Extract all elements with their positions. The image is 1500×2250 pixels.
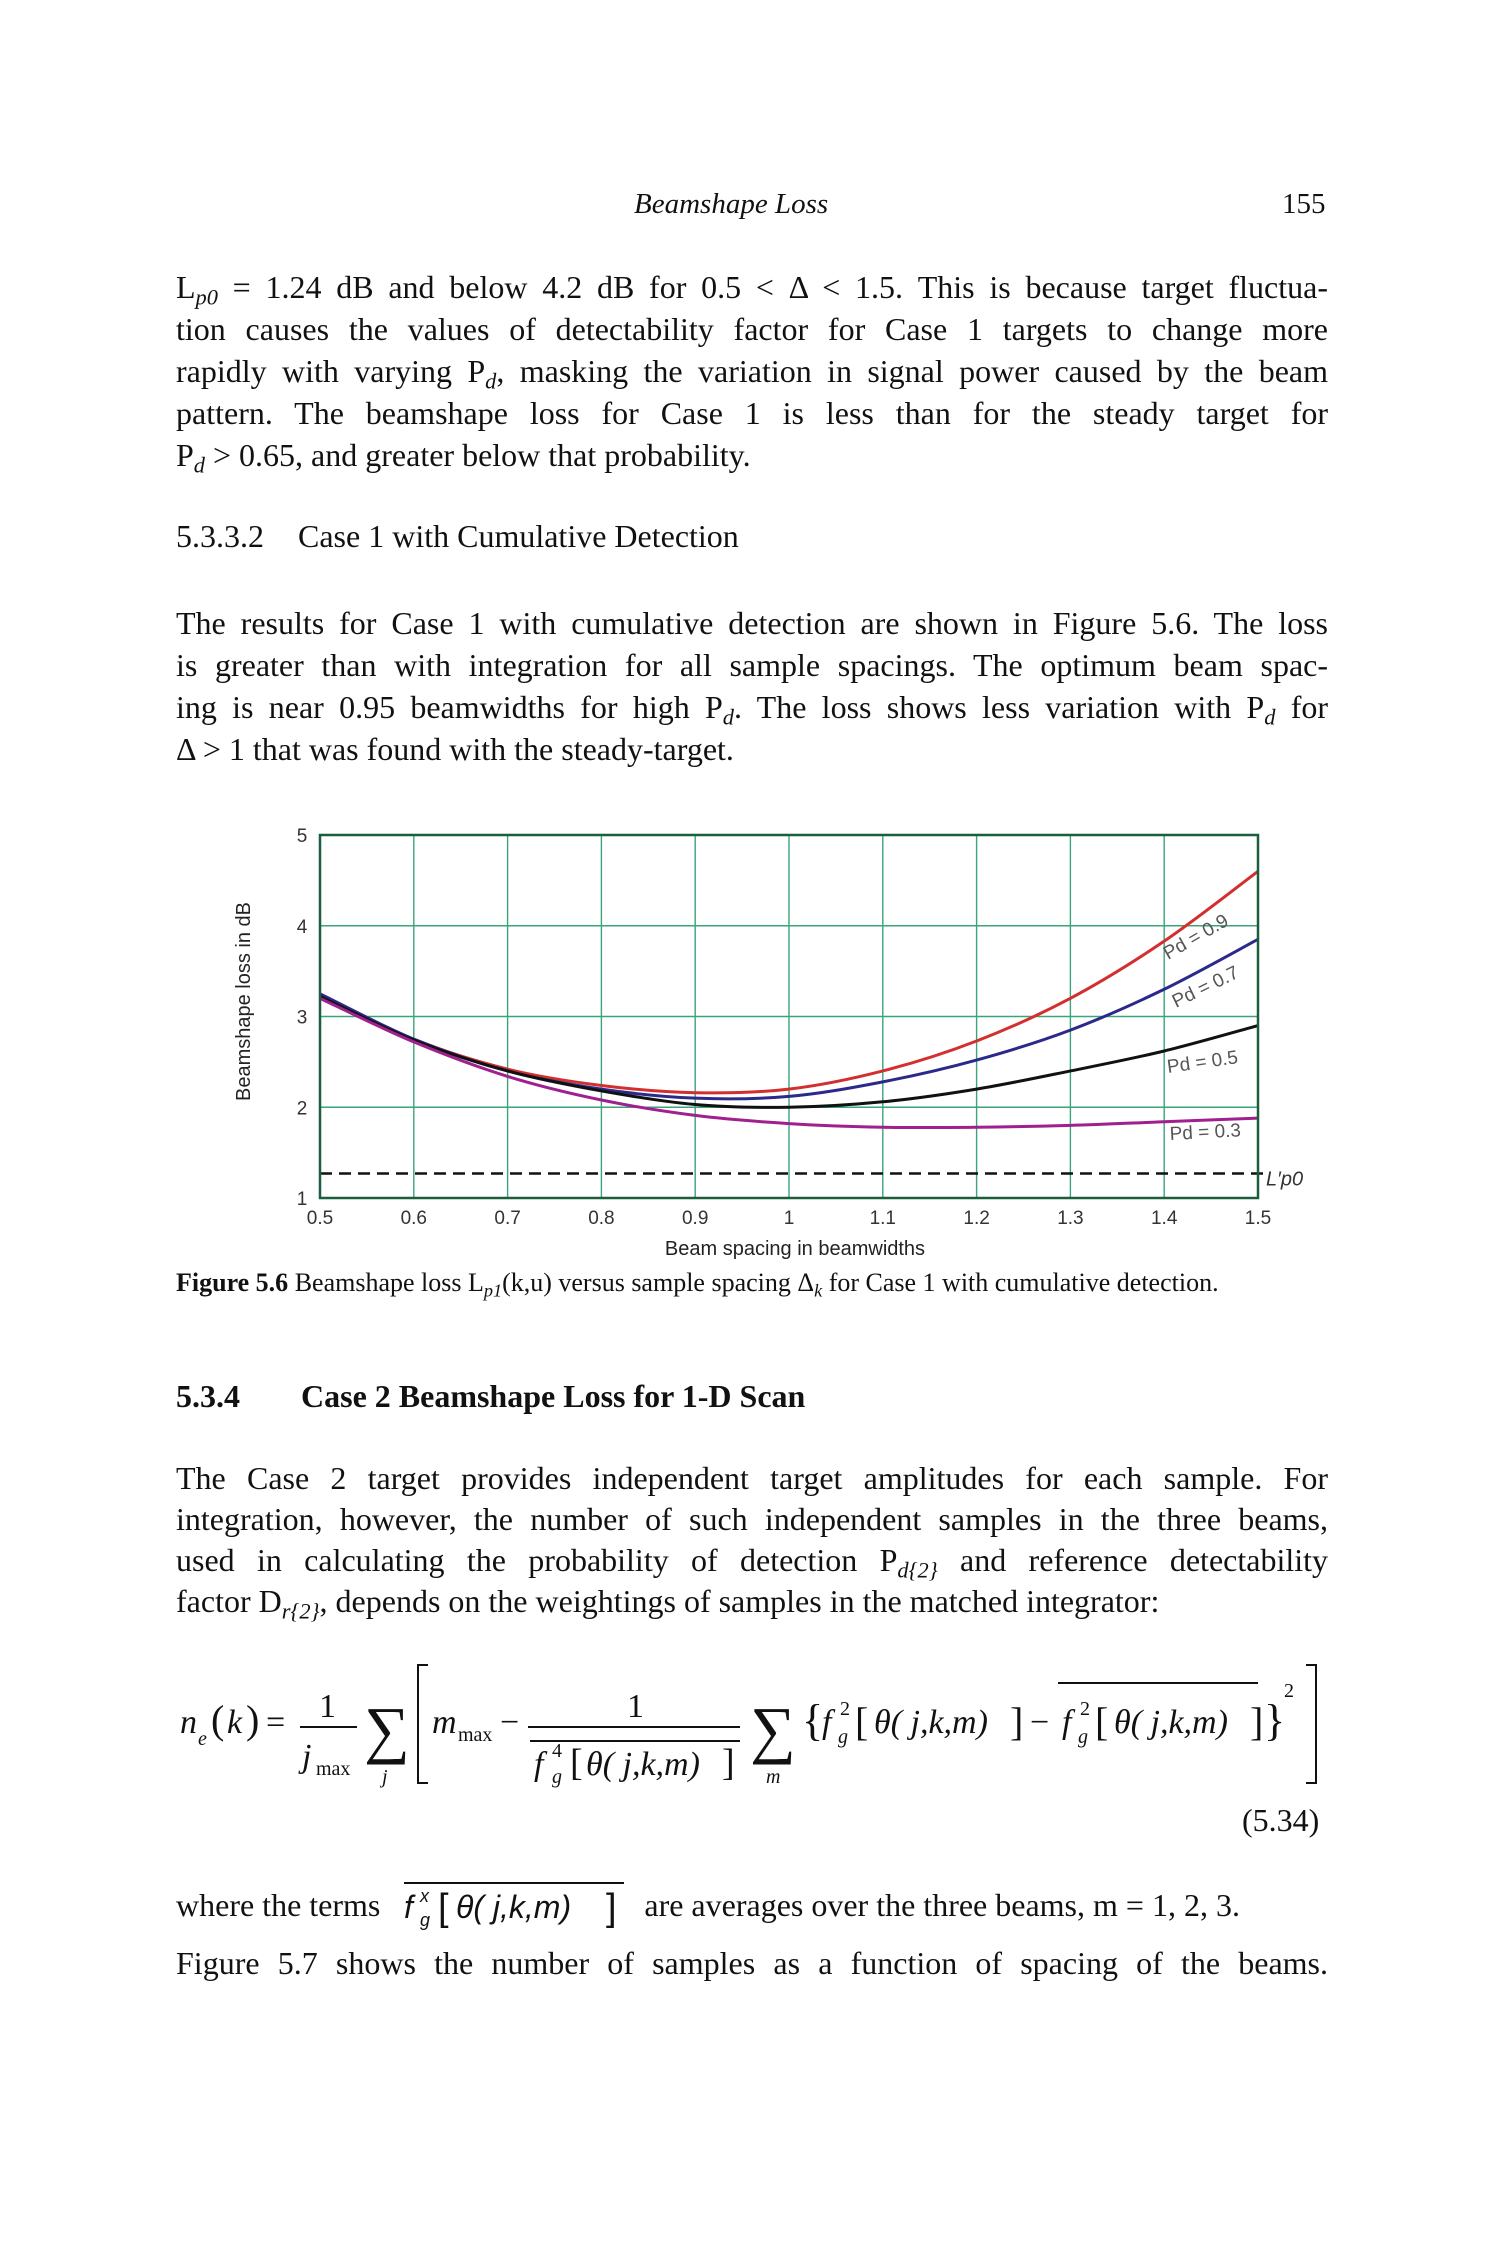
y-axis-label: Beamshape loss in dB bbox=[233, 901, 255, 1102]
term-f: f bbox=[404, 1889, 414, 1925]
svg-text:∑: ∑ bbox=[364, 1694, 410, 1765]
x-tick-label: 0.6 bbox=[400, 1208, 428, 1229]
section-title: Case 2 Beamshape Loss for 1-D Scan bbox=[301, 1378, 806, 1414]
term-theta: θ( j,k,m) bbox=[456, 1889, 572, 1925]
p4-before: where the terms bbox=[176, 1887, 381, 1923]
eq-f: f bbox=[534, 1746, 544, 1783]
series-label: Pd = 0.9 bbox=[1160, 910, 1233, 965]
series-label: Pd = 0.3 bbox=[1169, 1120, 1242, 1145]
x-tick-label: 0.7 bbox=[494, 1208, 521, 1229]
subsection-heading bbox=[176, 518, 739, 555]
svg-text:−: − bbox=[1030, 1704, 1050, 1741]
paragraph-1 bbox=[176, 266, 1328, 476]
paragraph-4-line-2 bbox=[176, 1942, 1328, 1984]
figure-caption bbox=[176, 1268, 1219, 1301]
paragraph-line: Δ > 1 that was found with the steady-target. bbox=[176, 731, 734, 767]
eq-sum-m: m bbox=[766, 1766, 781, 1788]
svg-text:(: ( bbox=[211, 1697, 225, 1742]
subsection-title: Case 1 with Cumulative Detection bbox=[298, 518, 739, 554]
paragraph-line: ing is near 0.95 beamwidths for high $P_d$. The loss shows less variation with $P_d$ for bbox=[176, 689, 1329, 730]
paragraph-line: pattern. The beamshape loss for Case 1 is less than for the steady target for bbox=[176, 395, 1328, 431]
eq-f2: f bbox=[822, 1704, 832, 1741]
equation-number: (5.34) bbox=[1242, 1802, 1320, 1838]
svg-text:=: = bbox=[266, 1704, 286, 1741]
paragraph-line: tion causes the values of detectability factor for Case 1 targets to change more bbox=[176, 311, 1328, 347]
paragraph-line: The Case 2 target provides independent target amplitudes for each sample. For bbox=[176, 1460, 1328, 1496]
svg-text:[: [ bbox=[570, 1742, 583, 1784]
y-tick-label: 5 bbox=[296, 826, 308, 847]
x-tick-label: 0.8 bbox=[588, 1208, 615, 1229]
paragraph-4 bbox=[176, 1878, 1328, 1932]
running-head-title: Beamshape Loss bbox=[634, 188, 829, 220]
eq-jmax: j bbox=[302, 1738, 312, 1775]
caption-label: Figure 5.6 bbox=[176, 1268, 289, 1297]
svg-text:]: ] bbox=[1250, 1699, 1264, 1744]
eq-f2-sub: g bbox=[838, 1726, 848, 1748]
eq-f2-sup: 2 bbox=[840, 1698, 850, 1720]
paragraph-line: $P_d > 0.65$, and greater below that probability. bbox=[176, 437, 751, 478]
eq-arg: k bbox=[227, 1704, 243, 1741]
section-number: 5.3.4 bbox=[176, 1378, 240, 1414]
x-tick-label: 1.5 bbox=[1244, 1208, 1272, 1229]
equation-5-34 bbox=[0, 1655, 1500, 1805]
svg-text:−: − bbox=[500, 1704, 520, 1741]
eq-lhs: n bbox=[180, 1704, 197, 1741]
paragraph-3 bbox=[176, 1458, 1328, 1622]
reference-label: L′p0 bbox=[1266, 1168, 1304, 1191]
series-label: Pd = 0.5 bbox=[1165, 1047, 1240, 1078]
svg-text:]: ] bbox=[606, 1887, 617, 1929]
eq-mmax: m bbox=[432, 1704, 457, 1741]
section-heading bbox=[176, 1378, 805, 1415]
paragraph-line: The results for Case 1 with cumulative detection are shown in Figure 5.6. The loss bbox=[176, 605, 1328, 641]
eq-f3: f bbox=[1062, 1704, 1072, 1741]
x-axis-label: Beam spacing in beamwidths bbox=[664, 1238, 926, 1260]
svg-text:]: ] bbox=[722, 1742, 735, 1784]
svg-text:): ) bbox=[246, 1697, 260, 1742]
eq-one: 1 bbox=[319, 1688, 336, 1725]
svg-text:[: [ bbox=[1095, 1699, 1109, 1744]
y-tick-labels bbox=[297, 826, 308, 1210]
eq-sum-j: j bbox=[382, 1766, 388, 1788]
eq-one-2: 1 bbox=[627, 1688, 644, 1725]
paragraph-line: used in calculating the probability of detection $P_{d\{2\}}$ and reference detectability bbox=[176, 1542, 1329, 1583]
subsection-number: 5.3.3.2 bbox=[176, 518, 264, 554]
eq-theta-2: θ( j,k,m) bbox=[874, 1704, 988, 1741]
svg-text:∑: ∑ bbox=[750, 1694, 796, 1765]
eq-jmax-sub: max bbox=[316, 1758, 351, 1780]
paragraph-line: $L_{p0} = 1.24$ dB and below 4.2 dB for 0.5 < Δ < 1.5. This is because target fluctua- bbox=[176, 269, 1328, 310]
x-tick-label: 1 bbox=[783, 1208, 795, 1229]
svg-text:}: } bbox=[1264, 1696, 1286, 1745]
x-tick-labels bbox=[307, 1208, 1271, 1229]
paragraph-line: rapidly with varying $P_d$, masking the variation in signal power caused by the beam bbox=[176, 353, 1329, 394]
x-tick-label: 1.2 bbox=[963, 1208, 990, 1229]
paragraph-line: is greater than with integration for all sample spacings. The optimum beam spac- bbox=[176, 647, 1328, 683]
eq-f-sub: g bbox=[552, 1766, 562, 1788]
x-tick-label: 1.4 bbox=[1150, 1208, 1178, 1229]
x-tick-label: 1.1 bbox=[869, 1208, 897, 1229]
eq-f3-sub: g bbox=[1078, 1726, 1088, 1748]
svg-text:]: ] bbox=[1010, 1699, 1024, 1744]
chart-grid bbox=[320, 835, 1258, 1198]
paragraph-line: Figure 5.7 shows the number of samples as a function of spacing of the beams. bbox=[176, 1945, 1328, 1981]
svg-text:{: { bbox=[802, 1696, 824, 1745]
x-tick-label: 0.5 bbox=[306, 1208, 334, 1229]
inline-term bbox=[398, 1878, 630, 1932]
x-tick-label: 1.3 bbox=[1057, 1208, 1084, 1229]
eq-f3-sup: 2 bbox=[1080, 1698, 1090, 1720]
eq-lhs-sub: e bbox=[198, 1728, 207, 1750]
term-x: x bbox=[420, 1886, 430, 1906]
figure-chart bbox=[0, 810, 1500, 1270]
paragraph-2 bbox=[176, 602, 1328, 770]
svg-text:[: [ bbox=[438, 1887, 449, 1929]
y-tick-label: 2 bbox=[296, 1098, 308, 1120]
paragraph-line: integration, however, the number of such independent samples in the three beams, bbox=[176, 1501, 1328, 1537]
y-tick-label: 4 bbox=[296, 916, 308, 938]
y-tick-label: 3 bbox=[296, 1007, 308, 1029]
x-tick-label: 0.9 bbox=[681, 1208, 709, 1229]
caption-text: Beamshape loss $L_{p1}(k,u)$ versus sample spacing $\Delta_k$ for Case 1 with cumulative detection. bbox=[294, 1268, 1219, 1301]
page-number: 155 bbox=[1282, 188, 1326, 220]
eq-mmax-sub: max bbox=[458, 1724, 493, 1746]
p4-after: are averages over the three beams, m = 1, 2, 3. bbox=[644, 1887, 1240, 1923]
eq-theta-3: θ( j,k,m) bbox=[1114, 1704, 1228, 1741]
eq-power: 2 bbox=[1284, 1680, 1294, 1702]
svg-text:[: [ bbox=[855, 1699, 869, 1744]
y-tick-label: 1 bbox=[296, 1189, 308, 1210]
eq-theta: θ( j,k,m) bbox=[586, 1746, 700, 1783]
term-g: g bbox=[420, 1910, 431, 1930]
series-label: Pd = 0.7 bbox=[1168, 962, 1243, 1013]
paragraph-line: factor $D_{r\{2\}}$, depends on the weightings of samples in the matched integrator: bbox=[176, 1583, 1160, 1624]
eq-f-sup: 4 bbox=[552, 1740, 562, 1762]
